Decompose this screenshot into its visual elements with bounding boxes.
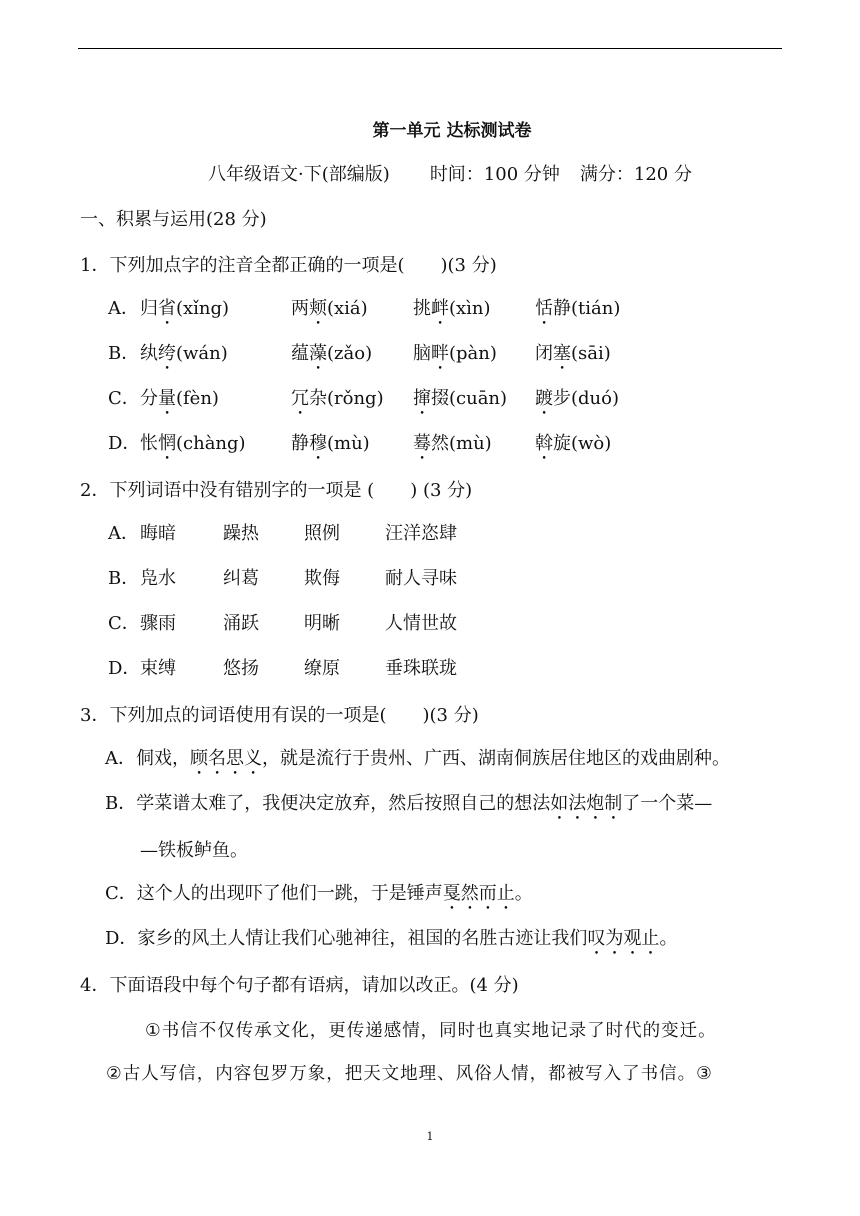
dotted-char: 撺 bbox=[413, 388, 431, 409]
option-label: C． bbox=[108, 613, 140, 634]
dotted-char: 踱 bbox=[535, 388, 553, 409]
question-3-option-b-cont: —铁板鲈鱼。 bbox=[140, 840, 248, 861]
question-3-option-c: C．这个人的出现吓了他们一跳，于是锤声戛然而止。 bbox=[105, 883, 533, 904]
word-item: 纠葛 bbox=[223, 568, 259, 589]
word-item: 骤雨 bbox=[140, 613, 176, 634]
dotted-phrase: 戛然而止 bbox=[442, 883, 515, 904]
word-item: 明晰 bbox=[304, 613, 340, 634]
pinyin-item: 恬静(tián) bbox=[535, 298, 621, 319]
pinyin-item: 撺掇(cuān) bbox=[413, 388, 508, 409]
word-item: 躁热 bbox=[223, 523, 259, 544]
dotted-char: 蓦 bbox=[413, 433, 431, 454]
question-4-passage-line-1: ①书信不仅传承文化，更传递感情，同时也真实地记录了时代的变迁。 bbox=[145, 1021, 717, 1041]
dotted-char: 斡 bbox=[535, 433, 553, 454]
question-3-option-b: B．学菜谱太难了，我便决定放弃，然后按照自己的想法如法炮制了一个菜— bbox=[105, 793, 713, 814]
pinyin-item: 闭塞(sāi) bbox=[535, 343, 611, 364]
pinyin-item: 蓦然(mù) bbox=[413, 433, 492, 454]
pinyin-item: 脑畔(pàn) bbox=[413, 343, 497, 364]
question-4-stem: 4．下面语段中每个句子都有语病，请加以改正。(4 分) bbox=[80, 975, 519, 996]
option-label: C． bbox=[108, 388, 140, 409]
section-heading: 一、积累与运用(28 分) bbox=[80, 209, 267, 230]
word-item: 欺侮 bbox=[304, 568, 340, 589]
word-item: 束缚 bbox=[140, 658, 176, 679]
header-rule bbox=[78, 48, 782, 49]
pinyin-item: 怅惘(chàng) bbox=[140, 433, 246, 454]
question-3-stem: 3．下列加点的词语使用有误的一项是( )(3 分) bbox=[80, 705, 479, 726]
grade-label: 八年级语文·下(部编版) bbox=[208, 164, 390, 185]
dotted-char: 畔 bbox=[431, 343, 449, 364]
pinyin-item: 归省(xǐng) bbox=[140, 298, 230, 319]
dotted-char: 恬 bbox=[535, 298, 553, 319]
word-item: 凫水 bbox=[140, 568, 176, 589]
word-item: 耐人寻味 bbox=[385, 568, 457, 589]
pinyin-item: 静穆(mù) bbox=[291, 433, 370, 454]
dotted-char: 藻 bbox=[309, 343, 327, 364]
option-label: B． bbox=[108, 568, 140, 589]
pinyin-item: 挑衅(xìn) bbox=[413, 298, 491, 319]
word-item: 照例 bbox=[304, 523, 340, 544]
page-title: 第一单元 达标测试卷 bbox=[372, 121, 532, 141]
dotted-phrase: 顾名思义 bbox=[190, 748, 262, 769]
dotted-char: 惘 bbox=[158, 433, 176, 454]
dotted-char: 颊 bbox=[309, 298, 327, 319]
dotted-char: 省 bbox=[158, 298, 176, 319]
dotted-char: 量 bbox=[158, 388, 176, 409]
question-1-stem: 1．下列加点字的注音全都正确的一项是( )(3 分) bbox=[80, 255, 497, 276]
option-label: B． bbox=[108, 343, 140, 364]
dotted-char: 绔 bbox=[158, 343, 176, 364]
word-item: 晦暗 bbox=[140, 523, 176, 544]
question-4-passage-line-2: ②古人写信，内容包罗万象，把天文地理、风俗人情，都被写入了书信。③ bbox=[106, 1064, 713, 1084]
question-3-option-a: A．侗戏，顾名思义，就是流行于贵州、广西、湖南侗族居住地区的戏曲剧种。 bbox=[105, 748, 730, 769]
pinyin-item: 分量(fèn) bbox=[140, 388, 219, 409]
dotted-phrase: 叹为观止 bbox=[587, 928, 660, 949]
word-item: 悠扬 bbox=[223, 658, 259, 679]
option-label: A． bbox=[108, 298, 139, 319]
word-item: 人情世故 bbox=[385, 613, 457, 634]
time-label: 时间：100 分钟 bbox=[429, 164, 560, 185]
word-item: 缭原 bbox=[304, 658, 340, 679]
word-item: 涌跃 bbox=[223, 613, 259, 634]
dotted-char: 衅 bbox=[431, 298, 449, 319]
page-subtitle bbox=[0, 160, 860, 186]
question-2-stem: 2．下列词语中没有错别字的一项是 ( ) (3 分) bbox=[80, 480, 473, 501]
word-item: 垂珠联珑 bbox=[385, 658, 457, 679]
option-label: D． bbox=[108, 433, 141, 454]
pinyin-item: 踱步(duó) bbox=[535, 388, 619, 409]
option-label: A． bbox=[108, 523, 139, 544]
dotted-char: 穆 bbox=[309, 433, 327, 454]
pinyin-item: 两颊(xiá) bbox=[291, 298, 368, 319]
pinyin-item: 蕴藻(zǎo) bbox=[291, 343, 373, 364]
word-item: 汪洋恣肆 bbox=[385, 523, 457, 544]
dotted-phrase: 如法炮制 bbox=[550, 793, 623, 814]
question-3-option-d: D．家乡的风土人情让我们心驰神往，祖国的名胜古迹让我们叹为观止。 bbox=[105, 928, 678, 949]
score-label: 满分：120 分 bbox=[579, 164, 692, 185]
pinyin-item: 冗杂(rǒng) bbox=[291, 388, 384, 409]
dotted-char: 冗 bbox=[291, 388, 309, 409]
page-number: 1 bbox=[426, 1130, 434, 1143]
dotted-char: 塞 bbox=[553, 343, 571, 364]
option-label: D． bbox=[108, 658, 141, 679]
pinyin-item: 斡旋(wò) bbox=[535, 433, 612, 454]
pinyin-item: 纨绔(wán) bbox=[140, 343, 228, 364]
